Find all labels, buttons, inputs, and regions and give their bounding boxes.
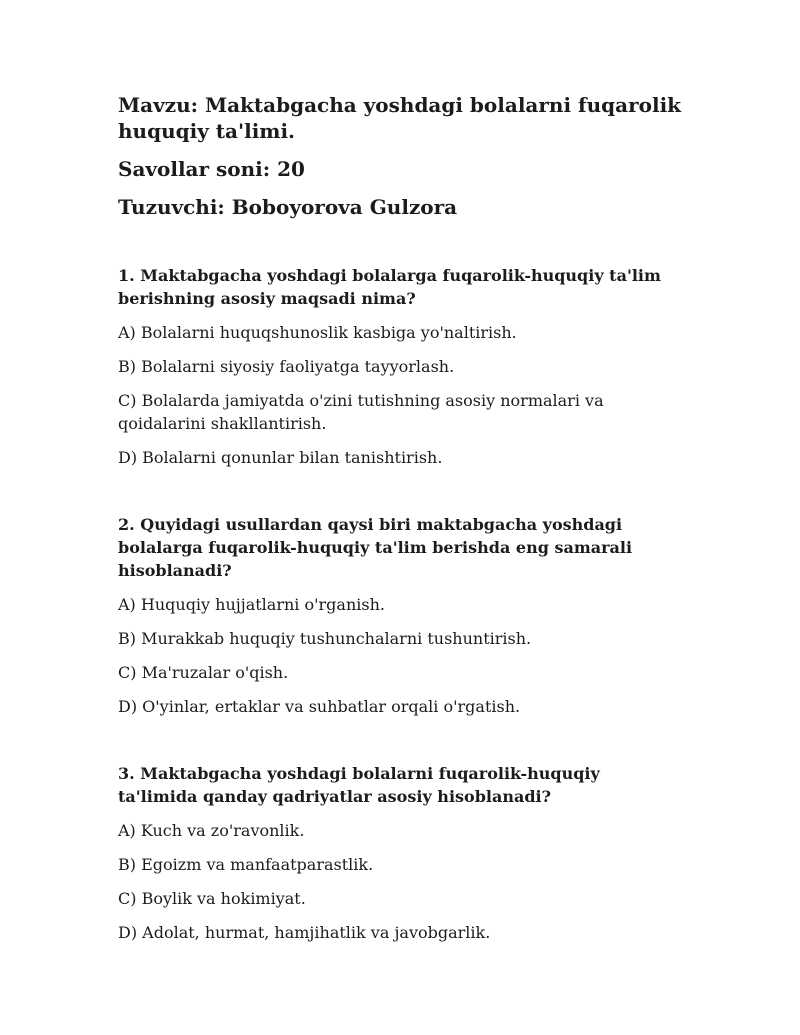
question-2-option-d: D) O'yinlar, ertaklar va suhbatlar orqali o'rgatish.: [118, 697, 521, 716]
question-count-label: Savollar soni: 20: [118, 157, 305, 181]
question-3-option-b: B) Egoizm va manfaatparastlik.: [118, 855, 374, 874]
document-content: [118, 0, 684, 944]
question-2-option-b: B) Murakkab huquqiy tushunchalarni tushuntirish.: [118, 629, 532, 648]
question-2-option-a: A) Huquqiy hujjatlarni o'rganish.: [118, 595, 385, 614]
question-1-text: 1. Maktabgacha yoshdagi bolalarga fuqarolik-huquqiy ta'lim berishning asosiy maqsadi nima?: [118, 266, 661, 308]
question-block-1: [118, 264, 684, 469]
question-1-option-b: B) Bolalarni siyosiy faoliyatga tayyorlash.: [118, 357, 455, 376]
document-title: Mavzu: Maktabgacha yoshdagi bolalarni fuqarolik huquqiy ta'limi.: [118, 93, 682, 143]
question-1-option-c: C) Bolalarda jamiyatda o'zini tutishning asosiy normalari va qoidalarini shakllantirish.: [118, 391, 604, 433]
question-3-text: 3. Maktabgacha yoshdagi bolalarni fuqarolik-huquqiy ta'limida qanday qadriyatlar asosiy hisoblanadi?: [118, 764, 600, 806]
question-block-2: [118, 513, 684, 718]
question-2-text: 2. Quyidagi usullardan qaysi biri maktabgacha yoshdagi bolalarga fuqarolik-huquqiy ta'lim berishda eng samarali hisoblanadi?: [118, 515, 633, 580]
question-block-3: [118, 762, 684, 944]
question-3-option-d: D) Adolat, hurmat, hamjihatlik va javobgarlik.: [118, 923, 491, 942]
question-3-option-a: A) Kuch va zo'ravonlik.: [118, 821, 305, 840]
question-2-option-c: C) Ma'ruzalar o'qish.: [118, 663, 289, 682]
author-label: Tuzuvchi: Boboyorova Gulzora: [118, 195, 458, 219]
question-3-option-c: C) Boylik va hokimiyat.: [118, 889, 306, 908]
question-1-option-a: A) Bolalarni huquqshunoslik kasbiga yo'naltirish.: [118, 323, 517, 342]
question-1-option-d: D) Bolalarni qonunlar bilan tanishtirish.: [118, 448, 443, 467]
